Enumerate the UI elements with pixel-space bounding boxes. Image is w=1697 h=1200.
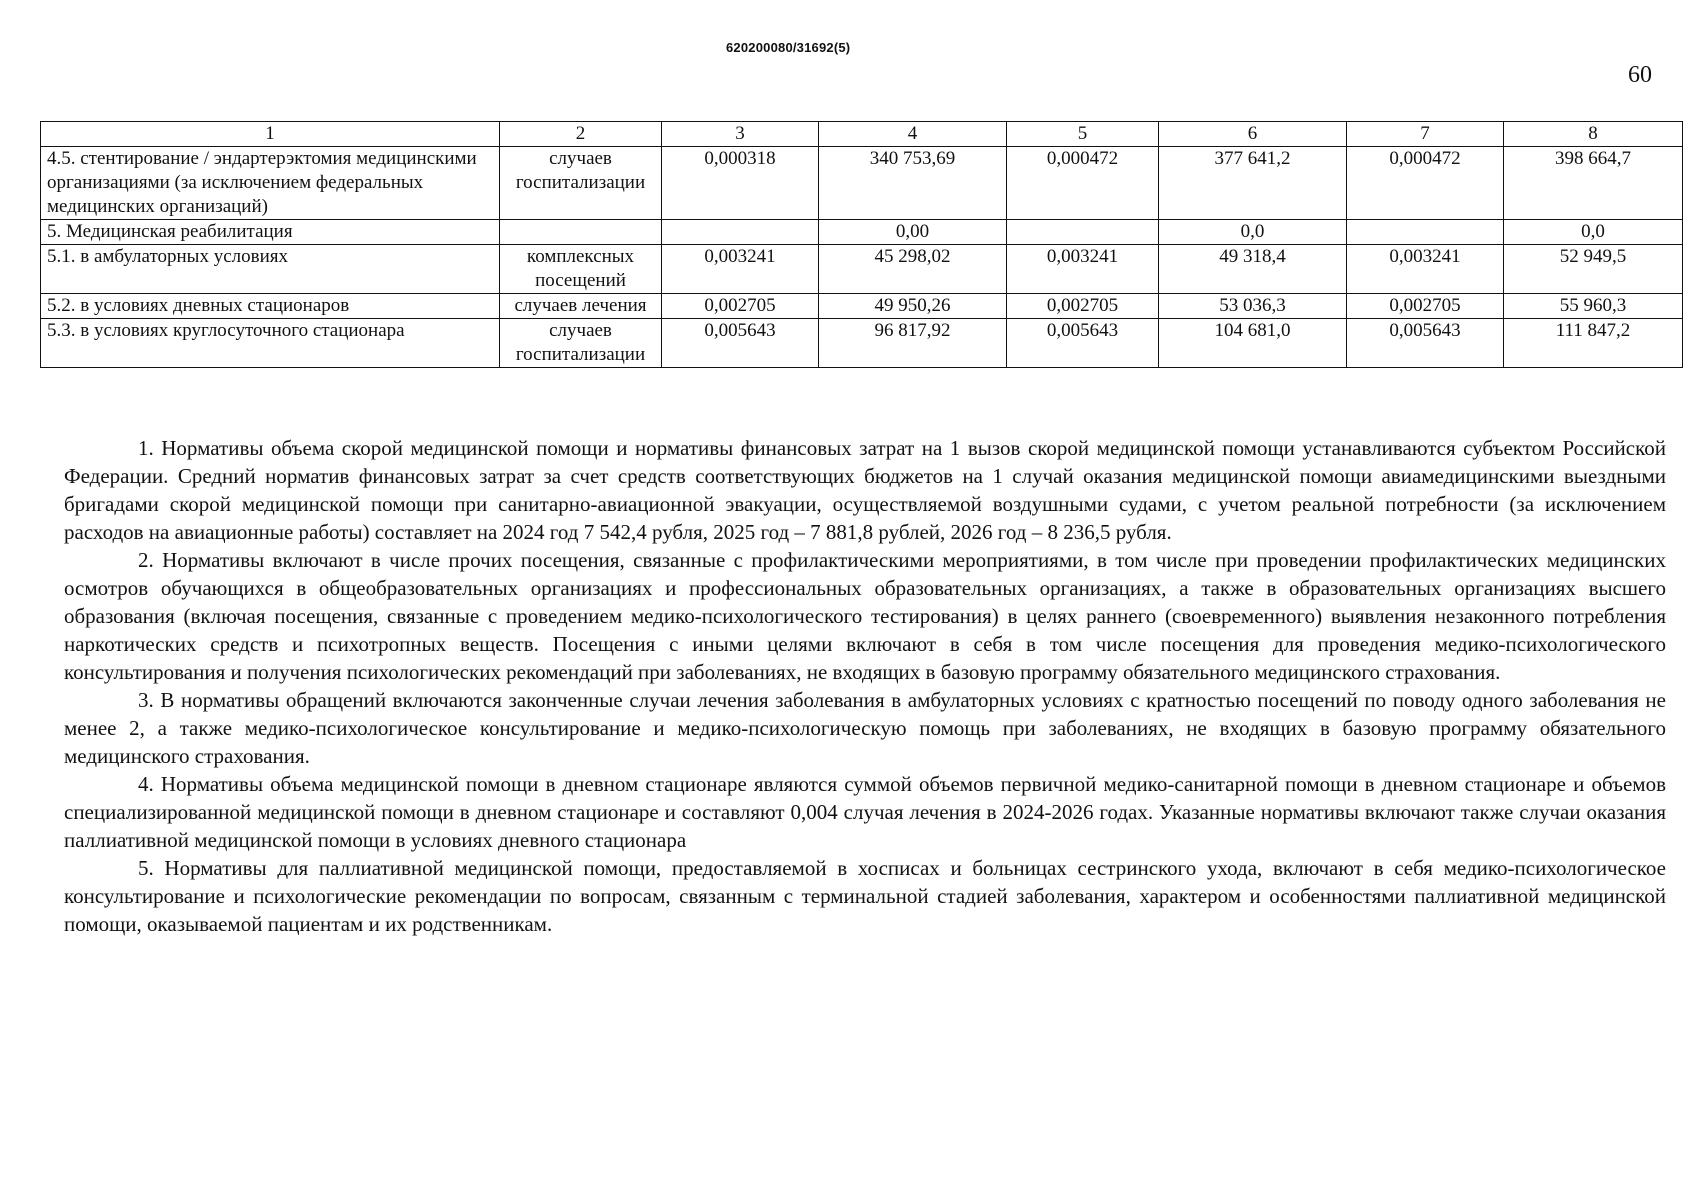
cell-value: 0,000472 bbox=[1007, 147, 1159, 220]
cell-value bbox=[662, 220, 819, 245]
cell-value: 0,0 bbox=[1159, 220, 1347, 245]
cell-value: 0,000318 bbox=[662, 147, 819, 220]
table-row bbox=[41, 220, 1683, 245]
page-number: 60 bbox=[1628, 62, 1652, 88]
cell-value bbox=[1347, 220, 1504, 245]
row-name: 5.3. в условиях круглосуточного стационара bbox=[41, 319, 500, 368]
column-header: 6 bbox=[1159, 122, 1347, 147]
column-header: 3 bbox=[662, 122, 819, 147]
cell-value: 0,0 bbox=[1504, 220, 1683, 245]
column-header: 5 bbox=[1007, 122, 1159, 147]
cell-value: 49 318,4 bbox=[1159, 245, 1347, 294]
cell-value: 104 681,0 bbox=[1159, 319, 1347, 368]
table-row bbox=[41, 294, 1683, 319]
row-name: 5.2. в условиях дневных стационаров bbox=[41, 294, 500, 319]
cell-value: 52 949,5 bbox=[1504, 245, 1683, 294]
cell-value: 111 847,2 bbox=[1504, 319, 1683, 368]
document-id: 620200080/31692(5) bbox=[726, 40, 851, 55]
row-unit bbox=[500, 220, 662, 245]
cell-value: 55 960,3 bbox=[1504, 294, 1683, 319]
row-name: 5.1. в амбулаторных условиях bbox=[41, 245, 500, 294]
cell-value: 0,005643 bbox=[1347, 319, 1504, 368]
cell-value: 0,000472 bbox=[1347, 147, 1504, 220]
cell-value: 0,002705 bbox=[662, 294, 819, 319]
footnotes bbox=[64, 434, 1666, 938]
column-header: 1 bbox=[41, 122, 500, 147]
row-unit: комплексных посещений bbox=[500, 245, 662, 294]
table-header-row bbox=[41, 122, 1683, 147]
cell-value: 49 950,26 bbox=[819, 294, 1007, 319]
row-unit: случаев госпитализации bbox=[500, 319, 662, 368]
cell-value: 0,002705 bbox=[1347, 294, 1504, 319]
cell-value: 0,002705 bbox=[1007, 294, 1159, 319]
cell-value: 53 036,3 bbox=[1159, 294, 1347, 319]
cell-value: 0,003241 bbox=[662, 245, 819, 294]
row-unit: случаев лечения bbox=[500, 294, 662, 319]
table-row bbox=[41, 245, 1683, 294]
cell-value: 0,003241 bbox=[1007, 245, 1159, 294]
cell-value: 45 298,02 bbox=[819, 245, 1007, 294]
row-name: 4.5. стентирование / эндартерэктомия медицинскими организациями (за исключением федеральных медицинских организаций) bbox=[41, 147, 500, 220]
row-name: 5. Медицинская реабилитация bbox=[41, 220, 500, 245]
table-row bbox=[41, 147, 1683, 220]
footnote-paragraph: 4. Нормативы объема медицинской помощи в дневном стационаре являются суммой объемов первичной медико-санитарной помощи в дневном стационаре и объемов специализированной медицинской помощи в дневном стационаре и составляют 0,004 случая лечения в 2024-2026 годах. Указанные нормативы включают также случаи оказания паллиативной медицинской помощи в условиях дневного стационара bbox=[64, 772, 1666, 852]
footnote-paragraph: 3. В нормативы обращений включаются законченные случаи лечения заболевания в амбулаторных условиях с кратностью посещений по поводу одного заболевания не менее 2, а также медико-психологическое консультирование и медико-психологическую помощь при заболеваниях, не входящих в базовую программу обязательного медицинского страхования. bbox=[64, 688, 1666, 768]
cell-value: 0,005643 bbox=[1007, 319, 1159, 368]
footnote-paragraph: 2. Нормативы включают в числе прочих посещения, связанные с профилактическими мероприятиями, в том числе при проведении профилактических медицинских осмотров обучающихся в общеобразовательных организациях и профессиональных образовательных организациях, а также в образовательных организациях высшего образования (включая посещения, связанные с проведением медико-психологического тестирования) в целях раннего (своевременного) выявления незаконного потребления наркотических средств и психотропных веществ. Посещения с иными целями включают в себя в том числе посещения для проведения медико-психологического консультирования и получения психологических рекомендаций при заболеваниях, не входящих в базовую программу обязательного медицинского страхования. bbox=[64, 548, 1666, 684]
row-unit: случаев госпитализации bbox=[500, 147, 662, 220]
cell-value: 0,005643 bbox=[662, 319, 819, 368]
cell-value: 340 753,69 bbox=[819, 147, 1007, 220]
footnote-paragraph: 1. Нормативы объема скорой медицинской помощи и нормативы финансовых затрат на 1 вызов скорой медицинской помощи устанавливаются субъектом Российской Федерации. Средний норматив финансовых затрат за счет средств соответствующих бюджетов на 1 случай оказания медицинской помощи авиамедицинскими выездными бригадами скорой медицинской помощи при санитарно-авиационной эвакуации, осуществляемой воздушными судами, с учетом реальной потребности (за исключением расходов на авиационные работы) составляет на 2024 год 7 542,4 рубля, 2025 год – 7 881,8 рублей, 2026 год – 8 236,5 рубля. bbox=[64, 436, 1666, 544]
cell-value: 398 664,7 bbox=[1504, 147, 1683, 220]
cell-value bbox=[1007, 220, 1159, 245]
column-header: 2 bbox=[500, 122, 662, 147]
norms-table bbox=[40, 121, 1683, 368]
column-header: 8 bbox=[1504, 122, 1683, 147]
cell-value: 0,003241 bbox=[1347, 245, 1504, 294]
cell-value: 96 817,92 bbox=[819, 319, 1007, 368]
column-header: 7 bbox=[1347, 122, 1504, 147]
column-header: 4 bbox=[819, 122, 1007, 147]
footnote-paragraph: 5. Нормативы для паллиативной медицинской помощи, предоставляемой в хосписах и больницах сестринского ухода, включают в себя медико-психологическое консультирование и психологические рекомендации по вопросам, связанным с терминальной стадией заболевания, характером и особенностями паллиативной медицинской помощи, оказываемой пациентам и их родственникам. bbox=[64, 856, 1666, 936]
cell-value: 377 641,2 bbox=[1159, 147, 1347, 220]
cell-value: 0,00 bbox=[819, 220, 1007, 245]
table-row bbox=[41, 319, 1683, 368]
